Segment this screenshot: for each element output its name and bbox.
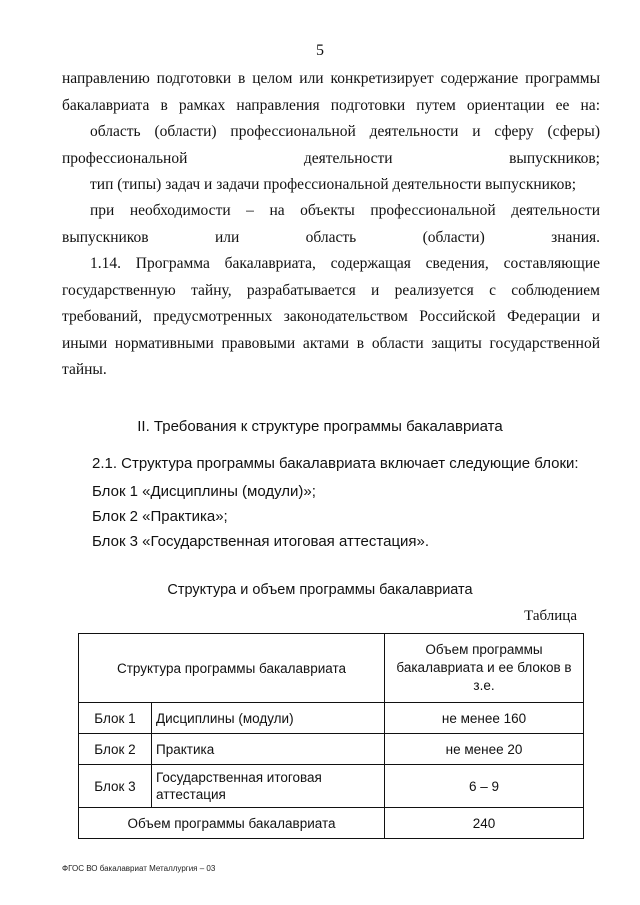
header-structure: Структура программы бакалавриата	[79, 634, 385, 703]
paragraph-task-types: тип (типы) задач и задачи профессиональной деятельности выпускников;	[90, 176, 577, 193]
total-value: 240	[385, 808, 584, 839]
table-row	[79, 734, 584, 765]
structure-block-1: Блок 1 «Дисциплины (модули)»;	[92, 483, 316, 500]
page-number: 5	[316, 42, 324, 59]
row-block: Блок 3	[79, 765, 152, 808]
table-total-row	[79, 808, 584, 839]
table-caption: Структура и объем программы бакалавриата	[167, 582, 473, 598]
structure-intro: 2.1. Структура программы бакалавриата включает следующие блоки:	[92, 455, 579, 472]
structure-block-3: Блок 3 «Государственная итоговая аттестация».	[92, 533, 430, 550]
table-row	[79, 703, 584, 734]
paragraph-state-secret: 1.14. Программа бакалавриата, содержащая сведения, составляющие государственную тайну, разрабатывается и реализуется с соблюдением требований, предусмотренных законодательством Российской Федерации и иными нормативными правовыми актами в области защиты государственной тайны.	[62, 255, 600, 378]
paragraph-activity-area: область (области) профессиональной деятельности и сферу (сферы) профессиональной деятельности выпускников;	[62, 123, 600, 167]
row-volume: 6 – 9	[385, 765, 584, 808]
table-row	[79, 765, 584, 808]
row-name: Практика	[152, 734, 385, 765]
structure-block-2: Блок 2 «Практика»;	[92, 508, 228, 525]
row-name: Государственная итоговая аттестация	[152, 765, 385, 808]
structure-table	[78, 633, 584, 839]
table-header-row	[79, 634, 584, 703]
paragraph-intro-continuation: направлению подготовки в целом или конкретизирует содержание программы бакалавриата в рамках направления подготовки путем ориентации ее на:	[62, 70, 600, 114]
header-volume: Объем программы бакалавриата и ее блоков в з.е.	[385, 634, 584, 703]
paragraph-objects: при необходимости – на объекты профессиональной деятельности выпускников или область (области) знания.	[62, 202, 600, 246]
row-block: Блок 1	[79, 703, 152, 734]
row-volume: не менее 20	[385, 734, 584, 765]
total-label: Объем программы бакалавриата	[79, 808, 385, 839]
row-name: Дисциплины (модули)	[152, 703, 385, 734]
table-label: Таблица	[524, 608, 577, 624]
page-footer: ФГОС ВО бакалавриат Металлургия – 03	[62, 864, 216, 873]
row-volume: не менее 160	[385, 703, 584, 734]
row-block: Блок 2	[79, 734, 152, 765]
section-heading: II. Требования к структуре программы бакалавриата	[137, 418, 503, 435]
